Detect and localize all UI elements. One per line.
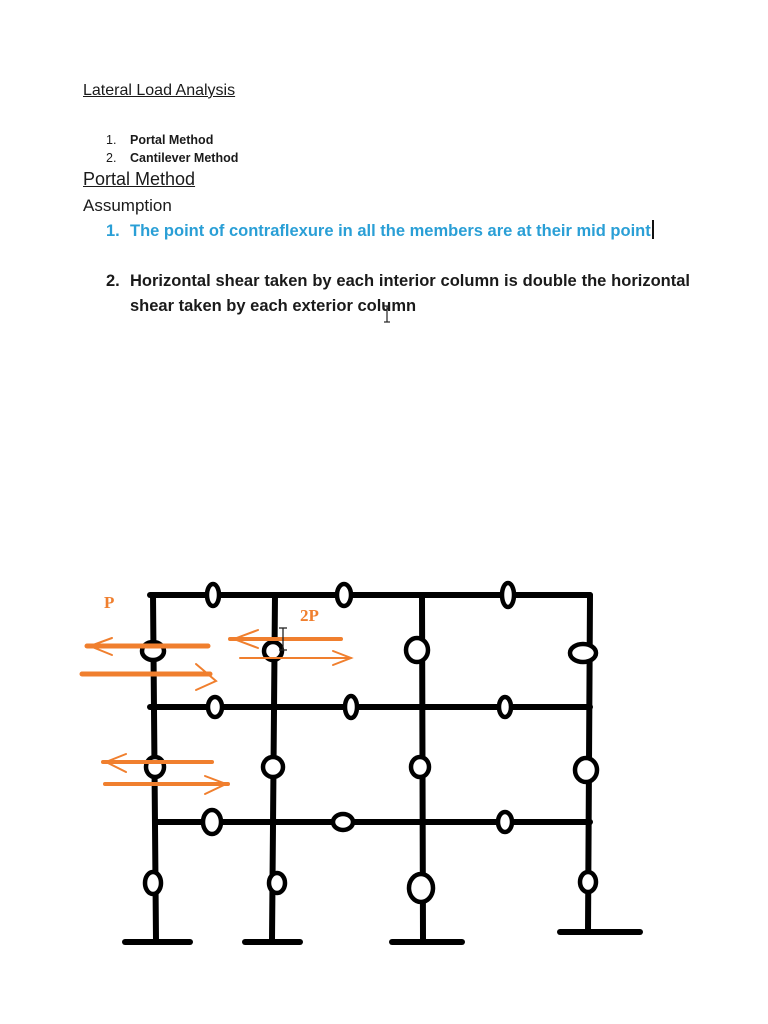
beam-hinge	[337, 584, 351, 606]
beam-hinge	[203, 810, 221, 834]
load-label-2p: 2P	[300, 606, 319, 625]
assumption-number: 1.	[106, 222, 120, 240]
frame-members	[150, 595, 590, 940]
column-hinge	[409, 874, 433, 902]
shear-arrow-right	[196, 664, 216, 690]
load-label-p: P	[104, 593, 115, 612]
beam-hinge	[207, 584, 219, 606]
beam-hinge	[208, 697, 222, 717]
assumption-text: The point of contraflexure in all the members are at their mid point	[130, 222, 651, 240]
beam-hinge	[498, 812, 512, 832]
column-hinge	[406, 638, 428, 662]
method-label: Portal Method	[130, 133, 214, 147]
contraflexure-hinges	[142, 583, 597, 902]
column-hinge	[269, 873, 285, 893]
column-bases	[125, 932, 640, 942]
document-title: Lateral Load Analysis	[83, 82, 236, 99]
column-hinge	[263, 757, 283, 777]
method-number: 1.	[106, 133, 117, 147]
subsection-title: Assumption	[83, 196, 172, 215]
beam-hinge	[502, 583, 514, 607]
column-hinge	[145, 872, 161, 894]
column-hinge	[580, 872, 596, 892]
method-label: Cantilever Method	[130, 151, 239, 165]
assumption-number: 2.	[106, 272, 120, 290]
column-hinge	[411, 757, 429, 777]
assumption-text: Horizontal shear taken by each interior column is double the horizontal shear taken by each exterior column	[130, 272, 690, 315]
i-beam-cursor-icon	[384, 306, 390, 322]
beam-hinge	[499, 697, 511, 717]
section-title: Portal Method	[83, 169, 196, 189]
column-hinge	[570, 644, 596, 662]
method-number: 2.	[106, 151, 117, 165]
beam-hinge	[345, 696, 357, 718]
column-hinge	[575, 758, 597, 782]
beam-hinge	[333, 814, 353, 830]
